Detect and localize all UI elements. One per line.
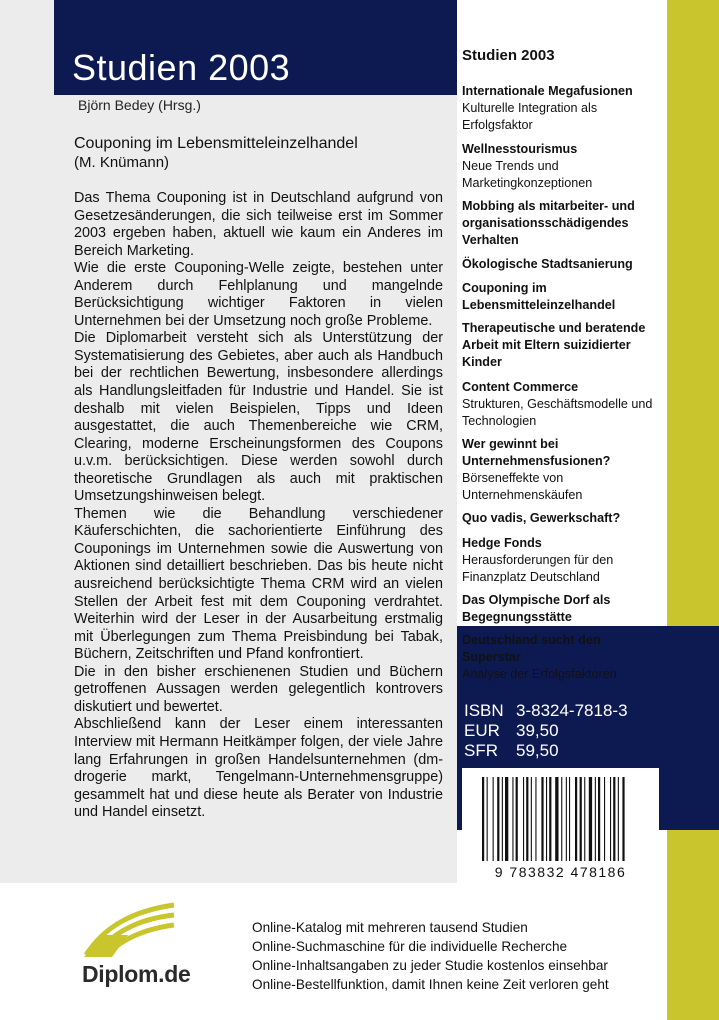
list-item-subtitle: Kulturelle Integration als Erfolgsfaktor: [462, 101, 598, 132]
book-author: (M. Knümann): [74, 154, 170, 171]
sfr-label: SFR: [464, 741, 498, 760]
feature-line: Online-Suchmaschine für die individuelle Recherche: [252, 939, 568, 954]
list-item: [462, 280, 642, 314]
list-item: [462, 632, 662, 683]
isbn-label: ISBN: [464, 701, 504, 720]
list-item-title: Mobbing als mitarbeiter- und organisationsschädigendes Verhalten: [462, 199, 635, 247]
list-item: [462, 379, 667, 430]
sidebar-title: Studien 2003: [462, 47, 555, 64]
list-item-title: Ökologische Stadtsanierung: [462, 257, 633, 271]
list-item: [462, 141, 667, 192]
feature-line: Online-Bestellfunktion, damit Ihnen keine Zeit verloren geht: [252, 977, 609, 992]
accent-strip-top: [667, 0, 719, 626]
list-item-title: Couponing im Lebensmitteleinzelhandel: [462, 281, 616, 312]
feature-line: Online-Katalog mit mehreren tausend Studien: [252, 920, 528, 935]
list-item-subtitle: Strukturen, Geschäftsmodelle und Technologien: [462, 397, 653, 428]
series-sidebar: [460, 0, 665, 680]
barcode-box: [462, 768, 659, 883]
list-item-title: Wellnesstourismus: [462, 142, 578, 156]
blurb-text: [74, 190, 443, 822]
list-item-title: Das Olympische Dorf als Begegnungsstätte: [462, 593, 611, 624]
isbn-value: 3-8324-7818-3: [516, 701, 628, 720]
online-features: [252, 918, 609, 994]
series-title: Studien 2003: [72, 47, 291, 88]
blurb-paragraph: Die Diplomarbeit versteht sich als Unterstützung der Systematisierung des Gebietes, aber auch als Handbuch bei der rechtlichen Bewertung, insbesondere allerdings als Handlungsleitfaden für Industrie und Handel. Sie ist deshalb mit vielen Beispielen, Tipps und Ideen ausgestattet, die auch Themenbereiche wie CRM, Clearing, moderne Erscheinungsformen des Coupons u.v.m. berücksichtigen. Diese werden sowohl durch theoretische Grundlagen als auch mit praktischen Umsetzungshinweisen belegt.: [74, 330, 443, 505]
blurb-paragraph: Wie die erste Couponing-Welle zeigte, bestehen unter Anderem durch Fehlplanung und mangelnde Berücksichtigung wichtiger Faktoren in vielen Unternehmen bei der Umsetzung noch große Probleme.: [74, 260, 443, 329]
publisher-logo-text: Diplom.de: [82, 961, 191, 987]
isbn-row: [464, 701, 628, 721]
list-item-subtitle: Analyse der Erfolgsfaktoren: [462, 667, 617, 681]
list-item-title: Internationale Megafusionen: [462, 84, 633, 98]
list-item-title: Content Commerce: [462, 380, 579, 394]
list-item-title: Deutschland sucht den Superstar: [462, 633, 601, 664]
barcode-number: 9 783832 478186: [494, 864, 627, 880]
list-item: [462, 198, 667, 249]
eur-row: [464, 721, 628, 741]
sfr-row: [464, 741, 628, 761]
list-item-subtitle: Neue Trends und Marketingkonzeptionen: [462, 159, 593, 190]
blurb-paragraph: Das Thema Couponing ist in Deutschland aufgrund von Gesetzesänderungen, die sich teilweise erst im Sommer 2003 ergeben haben, aktuell wie kaum ein Anderes im Bereich Marketing.: [74, 190, 443, 259]
eur-label: EUR: [464, 721, 500, 740]
list-item-subtitle: Börseneffekte von Unternehmenskäufen: [462, 471, 583, 502]
list-item: [462, 320, 667, 371]
list-item-title: Quo vadis, Gewerkschaft?: [462, 511, 621, 525]
list-item-title: Therapeutische und beratende Arbeit mit Eltern suizidierter Kinder: [462, 321, 646, 369]
editor-name: Björn Bedey (Hrsg.): [78, 97, 201, 113]
list-item: [462, 256, 667, 273]
feature-line: Online-Inhaltsangaben zu jeder Studie kostenlos einsehbar: [252, 958, 608, 973]
price-info: [464, 701, 628, 761]
list-item: [462, 535, 667, 586]
list-item-title: Hedge Fonds: [462, 536, 542, 550]
blurb-paragraph: Die in den bisher erschienenen Studien und Büchern getroffenen Aussagen werden gelegentlich kontrovers diskutiert und bewertet.: [74, 663, 443, 715]
list-item-subtitle: Herausforderungen für den Finanzplatz Deutschland: [462, 553, 614, 584]
eur-price: 39,50: [516, 721, 559, 740]
accent-strip-bottom: [667, 830, 719, 1020]
blurb-paragraph: Themen wie die Behandlung verschiedener Käuferschichten, die sachorientierte Einführung des Couponings im Unternehmen sowie die Auswertung von Aktionen sind detailliert beschrieben. Das bis heute nicht ausreichend berücksichtigte Thema CRM wird an vielen Stellen der Arbeit fest mit dem Couponing verdrahtet. Weiterhin wird der Leser in der Ausarbeitung erstmalig mit Überlegungen zum Thema Preisbindung bei Tabak, Büchern, Zeitschriften und Pfand konfrontiert.: [74, 505, 443, 663]
list-item: [462, 592, 667, 626]
sfr-price: 59,50: [516, 741, 559, 760]
barcode-icon: [482, 777, 640, 861]
list-item: [462, 510, 667, 527]
list-item: [462, 83, 667, 134]
book-title: Couponing im Lebensmitteleinzelhandel: [74, 135, 358, 152]
blurb-paragraph: Abschließend kann der Leser einem interessanten Interview mit Hermann Heitkämper folgen, der viele Jahre lang Erfahrungen in großen Handelsunternehmen (dm-drogerie markt, Tengelmann-Unternehmensgruppe) gesammelt hat und diese heute als Berater von Industrie und Handel einsetzt.: [74, 716, 443, 821]
publisher-logo-icon: [82, 897, 177, 959]
list-item: [462, 436, 667, 504]
list-item-title: Wer gewinnt bei Unternehmensfusionen?: [462, 437, 611, 468]
